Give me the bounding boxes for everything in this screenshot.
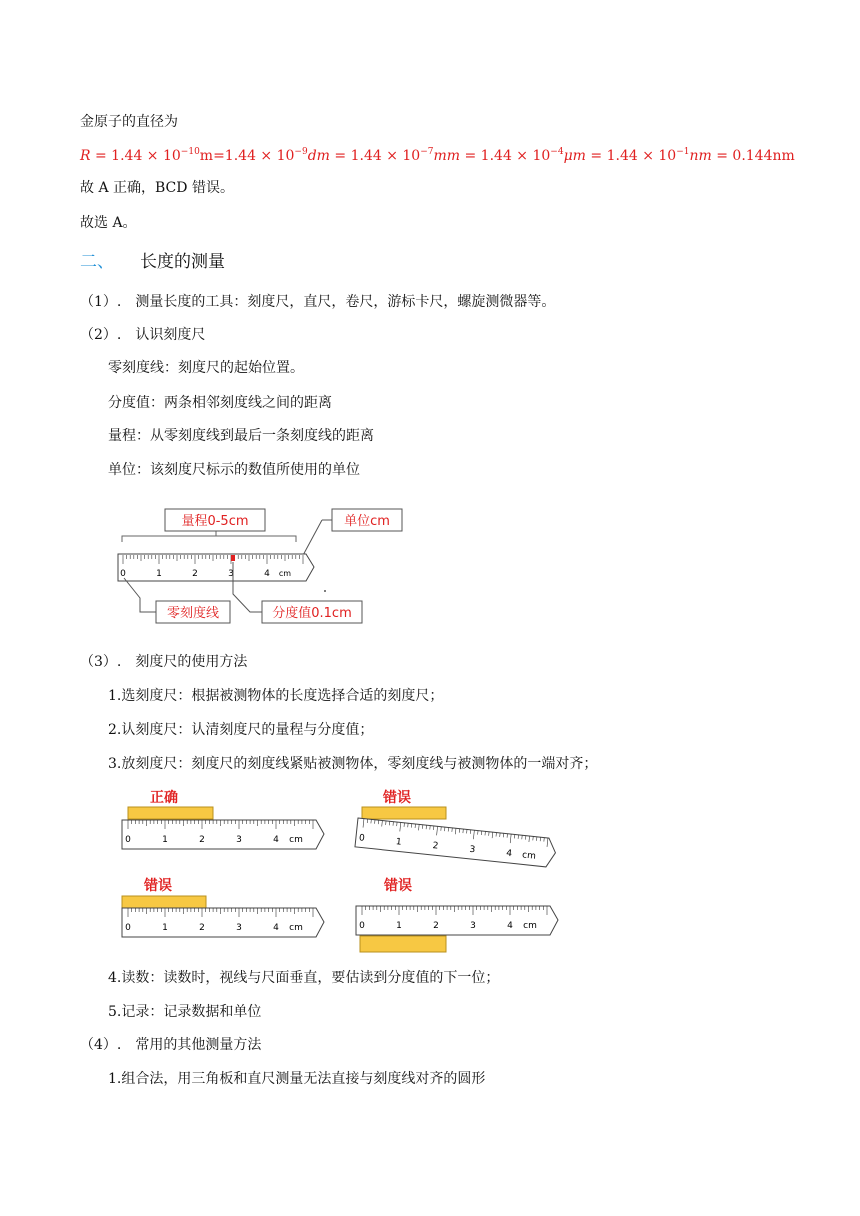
tick-label: 0 bbox=[359, 921, 365, 931]
formula-exp: −7 bbox=[420, 147, 434, 157]
formula-part: = 1.44 × 10 bbox=[329, 148, 421, 164]
tick-label: 1 bbox=[162, 835, 168, 845]
ruler-tick-label-2: 2 bbox=[192, 569, 198, 579]
wrong-label-3: 错误 bbox=[384, 878, 412, 894]
unit-label: 单位cm bbox=[344, 514, 390, 529]
conclusion-text: 故 A 正确，BCD 错误。 bbox=[80, 180, 234, 196]
item-4-combination: 1.组合法，用三角板和直尺测量无法直接与刻度线对齐的圆形 bbox=[108, 1071, 486, 1087]
ruler-tick-label-0: 0 bbox=[120, 569, 126, 579]
object-bar bbox=[362, 807, 446, 819]
ruler-anatomy-figure bbox=[110, 500, 440, 630]
item-3-read: 4.读数：读数时，视线与尺面垂直，要估读到分度值的下一位； bbox=[108, 970, 500, 986]
tick-label: 1 bbox=[162, 923, 168, 933]
tick-label: 2 bbox=[432, 840, 439, 852]
formula-exp: −9 bbox=[294, 147, 308, 157]
tick-label: 4 bbox=[273, 835, 279, 845]
ruler-tick-label-4: 4 bbox=[264, 569, 270, 579]
unit-label: cm bbox=[523, 921, 537, 931]
tick-label: 3 bbox=[236, 923, 242, 933]
item-2-range: 量程：从零刻度线到最后一条刻度线的距离 bbox=[108, 428, 374, 444]
unit-label: cm bbox=[289, 923, 303, 933]
formula-part: m=1.44 × 10 bbox=[199, 148, 295, 164]
tick-label: 2 bbox=[199, 835, 205, 845]
item-3-recognize: 2.认刻度尺：认清刻度尺的量程与分度值； bbox=[108, 722, 374, 738]
formula-part: = 1.44 × 10 bbox=[90, 148, 181, 164]
division-highlight bbox=[231, 555, 235, 561]
item-3-record: 5.记录：记录数据和单位 bbox=[108, 1004, 262, 1020]
ruler-unit-label: cm bbox=[278, 569, 292, 578]
gold-atom-formula bbox=[80, 146, 795, 166]
wrong-label-2: 错误 bbox=[144, 878, 172, 894]
item-2-zero-line: 零刻度线：刻度尺的起始位置。 bbox=[108, 360, 304, 376]
section-heading bbox=[80, 252, 380, 274]
tick-label: 1 bbox=[395, 837, 403, 848]
object-bar bbox=[122, 896, 206, 908]
range-label: 量程0-5cm bbox=[181, 514, 249, 529]
object-bar bbox=[360, 936, 446, 952]
division-value-label: 分度值0.1cm bbox=[272, 606, 352, 621]
tick-label: 4 bbox=[507, 921, 513, 931]
item-3-select: 1.选刻度尺：根据被测物体的长度选择合适的刻度尺； bbox=[108, 688, 444, 704]
formula-unit: mm bbox=[433, 148, 461, 164]
formula-part: = 1.44 × 10 bbox=[585, 148, 677, 164]
item-3: （3）. 刻度尺的使用方法 bbox=[80, 654, 248, 670]
ruler-placement-figure bbox=[110, 782, 580, 957]
item-1: （1）. 测量长度的工具：刻度尺，直尺，卷尺，游标卡尺，螺旋测微器等。 bbox=[80, 294, 556, 310]
formula-unit: nm bbox=[689, 148, 712, 164]
wrong-label-1: 错误 bbox=[383, 790, 411, 806]
section-title: 长度的测量 bbox=[140, 252, 225, 272]
unit-label: cm bbox=[521, 850, 537, 862]
formula-unit: μm bbox=[563, 148, 586, 164]
tick-label: 0 bbox=[125, 835, 131, 845]
formula-exp: −10 bbox=[180, 147, 200, 157]
tick-label: 2 bbox=[199, 923, 205, 933]
tick-label: 4 bbox=[505, 848, 513, 860]
tick-label: 1 bbox=[396, 921, 402, 931]
tick-label: 3 bbox=[468, 844, 476, 856]
tick-label: 0 bbox=[125, 923, 131, 933]
item-3-place: 3.放刻度尺：刻度尺的刻度线紧贴被测物体，零刻度线与被测物体的一端对齐； bbox=[108, 756, 598, 772]
item-2: （2）. 认识刻度尺 bbox=[80, 327, 206, 343]
panel-wrong-far-side bbox=[356, 877, 558, 952]
formula-part: = 0.144nm bbox=[711, 148, 795, 164]
formula-exp: −4 bbox=[550, 147, 564, 157]
panel-wrong-tilted bbox=[355, 789, 557, 868]
tick-label: 3 bbox=[236, 835, 242, 845]
ruler-tick-label-3: 3 bbox=[228, 569, 234, 579]
ruler-tick-label-1: 1 bbox=[156, 569, 162, 579]
formula-unit: dm bbox=[307, 148, 330, 164]
correct-label: 正确 bbox=[150, 790, 178, 806]
section-number: 二、 bbox=[80, 252, 114, 272]
tick-label: 4 bbox=[273, 923, 279, 933]
item-2-division: 分度值：两条相邻刻度线之间的距离 bbox=[108, 395, 332, 411]
tick-label: 3 bbox=[470, 921, 476, 931]
formula-part: = 1.44 × 10 bbox=[460, 148, 551, 164]
item-4: （4）. 常用的其他测量方法 bbox=[80, 1037, 262, 1053]
formula-exp: −1 bbox=[676, 147, 690, 157]
panel-correct bbox=[122, 789, 324, 849]
panel-wrong-offset bbox=[122, 877, 324, 937]
intro-text: 金原子的直径为 bbox=[80, 114, 178, 130]
tick-label: 2 bbox=[433, 921, 439, 931]
zero-line-label: 零刻度线 bbox=[166, 606, 220, 621]
object-bar bbox=[128, 807, 213, 819]
tick-label: 0 bbox=[358, 833, 366, 844]
formula-r: R bbox=[80, 148, 91, 164]
item-2-unit: 单位：该刻度尺标示的数值所使用的单位 bbox=[108, 462, 360, 478]
answer-text: 故选 A。 bbox=[80, 215, 137, 231]
unit-label: cm bbox=[289, 835, 303, 845]
